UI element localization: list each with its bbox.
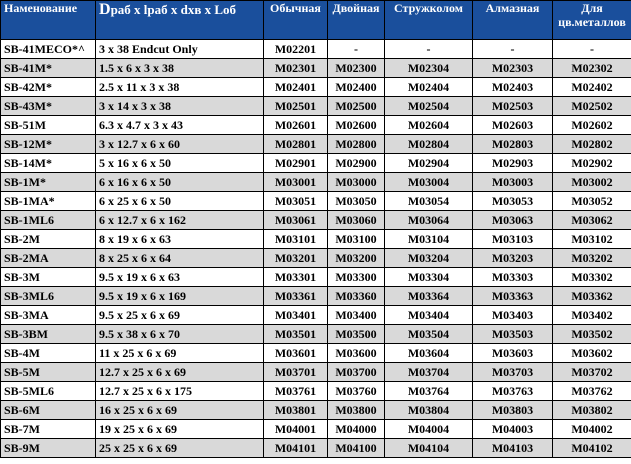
cell-double: M03060: [328, 211, 385, 230]
cell-nonferrous: M02802: [553, 135, 631, 154]
cell-regular: M03001: [264, 173, 328, 192]
cell-diamond: M04103: [473, 439, 553, 458]
table-row: [1, 40, 631, 59]
table-row: [1, 230, 631, 249]
cell-diamond: M02403: [473, 78, 553, 97]
cell-regular: M04101: [264, 439, 328, 458]
cell-diamond: M03403: [473, 306, 553, 325]
cell-double: M03800: [328, 401, 385, 420]
cell-chipbreaker: M03364: [385, 287, 473, 306]
cell-name: SB-6M: [1, 401, 96, 420]
cell-diamond: M02603: [473, 116, 553, 135]
cell-name: SB-12M*: [1, 135, 96, 154]
cell-nonferrous: M02602: [553, 116, 631, 135]
table-row: [1, 439, 631, 458]
cell-dimensions: 19 x 25 x 6 x 69: [96, 420, 264, 439]
cell-regular: M02801: [264, 135, 328, 154]
cell-regular: M03501: [264, 325, 328, 344]
table-row: [1, 306, 631, 325]
cell-name: SB-41M*: [1, 59, 96, 78]
cell-nonferrous: M02402: [553, 78, 631, 97]
cell-name: SB-14M*: [1, 154, 96, 173]
cell-chipbreaker: M03764: [385, 382, 473, 401]
cell-chipbreaker: M02304: [385, 59, 473, 78]
cell-nonferrous: M03052: [553, 192, 631, 211]
cell-name: SB-3ML6: [1, 287, 96, 306]
table-row: [1, 382, 631, 401]
table-row: [1, 135, 631, 154]
cell-double: M02400: [328, 78, 385, 97]
cell-chipbreaker: M02604: [385, 116, 473, 135]
cell-double: M02300: [328, 59, 385, 78]
cell-dimensions: 9.5 x 19 x 6 x 63: [96, 268, 264, 287]
cell-dimensions: 9.5 x 19 x 6 x 169: [96, 287, 264, 306]
cell-double: M03700: [328, 363, 385, 382]
cell-diamond: M03503: [473, 325, 553, 344]
cell-nonferrous: M03302: [553, 268, 631, 287]
cell-regular: M02601: [264, 116, 328, 135]
cell-dimensions: 12.7 x 25 x 6 x 69: [96, 363, 264, 382]
cell-nonferrous: -: [553, 40, 631, 59]
cell-chipbreaker: M03054: [385, 192, 473, 211]
cell-diamond: M02903: [473, 154, 553, 173]
cell-dimensions: 25 x 25 x 6 x 69: [96, 439, 264, 458]
table-row: [1, 363, 631, 382]
cell-nonferrous: M04102: [553, 439, 631, 458]
cell-chipbreaker: M03204: [385, 249, 473, 268]
cell-regular: M03401: [264, 306, 328, 325]
cell-name: SB-42M*: [1, 78, 96, 97]
cell-dimensions: 12.7 x 25 x 6 x 175: [96, 382, 264, 401]
header-name-label: Наменование: [4, 1, 78, 15]
cell-nonferrous: M03702: [553, 363, 631, 382]
header-nonferrous: [553, 1, 631, 40]
cell-chipbreaker: M04104: [385, 439, 473, 458]
cell-chipbreaker: M03064: [385, 211, 473, 230]
cell-double: M02800: [328, 135, 385, 154]
cell-chipbreaker: M03004: [385, 173, 473, 192]
header-diamond: [473, 1, 553, 40]
cell-regular: M03201: [264, 249, 328, 268]
cell-dimensions: 2.5 x 11 x 3 x 38: [96, 78, 264, 97]
cell-double: M03400: [328, 306, 385, 325]
table-row: [1, 59, 631, 78]
cell-chipbreaker: M03504: [385, 325, 473, 344]
header-regular: [264, 1, 328, 40]
table-body: [1, 40, 631, 458]
cell-double: M04000: [328, 420, 385, 439]
cell-diamond: M03053: [473, 192, 553, 211]
cell-dimensions: 11 x 25 x 6 x 69: [96, 344, 264, 363]
cell-diamond: M03803: [473, 401, 553, 420]
cell-chipbreaker: M04004: [385, 420, 473, 439]
cell-name: SB-1M*: [1, 173, 96, 192]
table-row: [1, 401, 631, 420]
cell-diamond: M03063: [473, 211, 553, 230]
cell-name: SB-5M: [1, 363, 96, 382]
table-row: [1, 78, 631, 97]
cell-diamond: -: [473, 40, 553, 59]
table-row: [1, 154, 631, 173]
cell-double: M03300: [328, 268, 385, 287]
cell-double: M02500: [328, 97, 385, 116]
cell-name: SB-41MECO*^: [1, 40, 96, 59]
cell-name: SB-9M: [1, 439, 96, 458]
cell-double: -: [328, 40, 385, 59]
cell-nonferrous: M03202: [553, 249, 631, 268]
cell-nonferrous: M03402: [553, 306, 631, 325]
table-row: [1, 97, 631, 116]
cell-dimensions: 9.5 x 25 x 6 x 69: [96, 306, 264, 325]
cell-name: SB-51M: [1, 116, 96, 135]
cell-dimensions: 8 x 19 x 6 x 63: [96, 230, 264, 249]
cell-double: M03360: [328, 287, 385, 306]
cell-name: SB-1ML6: [1, 211, 96, 230]
cell-dimensions: 6.3 x 4.7 x 3 x 43: [96, 116, 264, 135]
cell-regular: M03761: [264, 382, 328, 401]
header-name: [1, 1, 96, 40]
cell-chipbreaker: -: [385, 40, 473, 59]
cell-double: M03760: [328, 382, 385, 401]
cell-name: SB-3MA: [1, 306, 96, 325]
cell-diamond: M02503: [473, 97, 553, 116]
cell-double: M02900: [328, 154, 385, 173]
cell-regular: M03601: [264, 344, 328, 363]
cell-diamond: M04003: [473, 420, 553, 439]
cell-nonferrous: M03002: [553, 173, 631, 192]
header-row: [1, 1, 631, 40]
cell-name: SB-4M: [1, 344, 96, 363]
cell-nonferrous: M03062: [553, 211, 631, 230]
cell-dimensions: 3 x 14 x 3 x 38: [96, 97, 264, 116]
cell-nonferrous: M03802: [553, 401, 631, 420]
cell-regular: M03301: [264, 268, 328, 287]
header-regular-label: Обычная: [270, 1, 321, 15]
cell-diamond: M02803: [473, 135, 553, 154]
cell-regular: M03101: [264, 230, 328, 249]
cell-diamond: M03763: [473, 382, 553, 401]
cell-name: SB-2M: [1, 230, 96, 249]
cell-regular: M03051: [264, 192, 328, 211]
cell-regular: M04001: [264, 420, 328, 439]
cell-nonferrous: M02502: [553, 97, 631, 116]
cell-chipbreaker: M02804: [385, 135, 473, 154]
cell-dimensions: 6 x 12.7 x 6 x 162: [96, 211, 264, 230]
cell-chipbreaker: M03804: [385, 401, 473, 420]
cell-double: M03600: [328, 344, 385, 363]
cell-double: M03500: [328, 325, 385, 344]
table-row: [1, 420, 631, 439]
cell-diamond: M03603: [473, 344, 553, 363]
cell-regular: M03801: [264, 401, 328, 420]
table-row: [1, 173, 631, 192]
cell-dimensions: 1.5 x 6 x 3 x 38: [96, 59, 264, 78]
cell-regular: M02301: [264, 59, 328, 78]
cell-chipbreaker: M03604: [385, 344, 473, 363]
header-dimensions: [96, 1, 264, 40]
table-row: [1, 268, 631, 287]
cell-regular: M02401: [264, 78, 328, 97]
cell-name: SB-2MA: [1, 249, 96, 268]
cell-dimensions: 3 x 38 Endcut Only: [96, 40, 264, 59]
header-dimensions-rest: раб x lраб x dхв x Lоб: [110, 2, 237, 17]
cell-name: SB-3BM: [1, 325, 96, 344]
table-row: [1, 325, 631, 344]
cell-chipbreaker: M02404: [385, 78, 473, 97]
cell-diamond: M03303: [473, 268, 553, 287]
cell-diamond: M03003: [473, 173, 553, 192]
cell-nonferrous: M03102: [553, 230, 631, 249]
cell-chipbreaker: M03304: [385, 268, 473, 287]
cell-nonferrous: M04002: [553, 420, 631, 439]
cell-diamond: M03203: [473, 249, 553, 268]
cell-regular: M02501: [264, 97, 328, 116]
cell-regular: M02201: [264, 40, 328, 59]
cell-regular: M03701: [264, 363, 328, 382]
cell-nonferrous: M02902: [553, 154, 631, 173]
table-row: [1, 192, 631, 211]
table-row: [1, 249, 631, 268]
cell-chipbreaker: M03404: [385, 306, 473, 325]
cell-name: SB-7M: [1, 420, 96, 439]
cell-diamond: M02303: [473, 59, 553, 78]
table-row: [1, 344, 631, 363]
cell-dimensions: 8 x 25 x 6 x 64: [96, 249, 264, 268]
cell-regular: M03061: [264, 211, 328, 230]
header-chipbreaker-label: Стружколом: [394, 1, 463, 15]
cell-double: M03050: [328, 192, 385, 211]
table-row: [1, 287, 631, 306]
header-dimensions-d: D: [99, 1, 111, 18]
cell-nonferrous: M03762: [553, 382, 631, 401]
cell-diamond: M03703: [473, 363, 553, 382]
cell-regular: M03361: [264, 287, 328, 306]
cell-nonferrous: M03602: [553, 344, 631, 363]
cell-name: SB-43M*: [1, 97, 96, 116]
cell-double: M03200: [328, 249, 385, 268]
cell-dimensions: 9.5 x 38 x 6 x 70: [96, 325, 264, 344]
header-double-label: Двойная: [332, 1, 380, 15]
header-diamond-label: Алмазная: [485, 1, 540, 15]
cell-double: M03000: [328, 173, 385, 192]
cell-nonferrous: M03362: [553, 287, 631, 306]
table-row: [1, 116, 631, 135]
header-chipbreaker: [385, 1, 473, 40]
cell-double: M02600: [328, 116, 385, 135]
cell-double: M03100: [328, 230, 385, 249]
cell-chipbreaker: M02504: [385, 97, 473, 116]
cell-dimensions: 6 x 25 x 6 x 50: [96, 192, 264, 211]
cell-double: M04100: [328, 439, 385, 458]
cell-name: SB-1MA*: [1, 192, 96, 211]
table-row: [1, 211, 631, 230]
cell-dimensions: 16 x 25 x 6 x 69: [96, 401, 264, 420]
cell-dimensions: 6 x 16 x 6 x 50: [96, 173, 264, 192]
cell-dimensions: 5 x 16 x 6 x 50: [96, 154, 264, 173]
cell-dimensions: 3 x 12.7 x 6 x 60: [96, 135, 264, 154]
cell-chipbreaker: M03104: [385, 230, 473, 249]
cell-nonferrous: M03502: [553, 325, 631, 344]
header-nonferrous-line1: Для: [581, 1, 603, 15]
header-double: [328, 1, 385, 40]
cell-name: SB-5ML6: [1, 382, 96, 401]
header-nonferrous-line2: цв.металлов: [558, 15, 626, 29]
cell-chipbreaker: M02904: [385, 154, 473, 173]
cell-diamond: M03363: [473, 287, 553, 306]
cell-chipbreaker: M03704: [385, 363, 473, 382]
cell-regular: M02901: [264, 154, 328, 173]
cell-name: SB-3M: [1, 268, 96, 287]
cell-nonferrous: M02302: [553, 59, 631, 78]
cell-diamond: M03103: [473, 230, 553, 249]
